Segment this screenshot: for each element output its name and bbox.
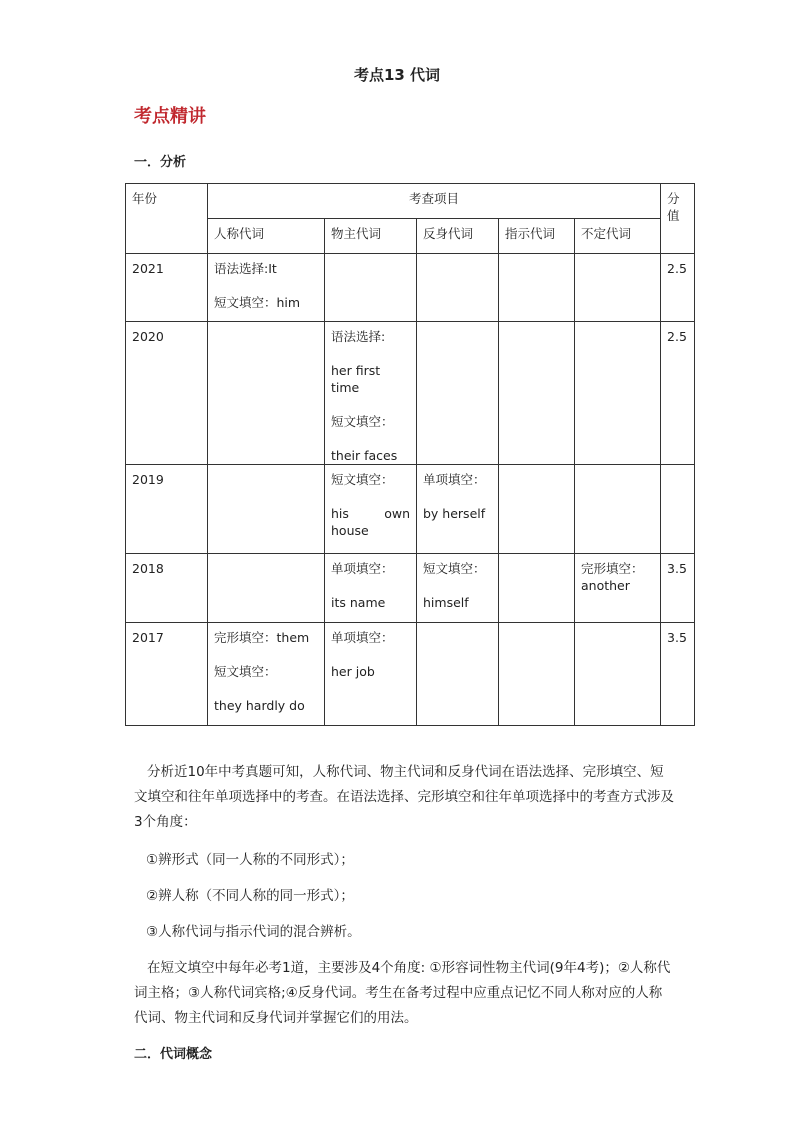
table-row: 2021 语法选择:It 短文填空：him 2.5 [126,254,695,322]
point-item: ①辨形式（同一人称的不同形式）； [146,852,354,868]
analysis-paragraph: 分析近10年中考真题可知，人称代词、物主代词和反身代词在语法选择、完形填空、短文填空和往年单项选择中的考查。在语法选择、完形填空和往年单项选择中的考查方式涉及3个角度： [134,764,674,830]
table-row: 2020 语法选择: her first time 短文填空： their faces 2.5 [126,322,695,465]
header-personal: 人称代词 [208,219,325,254]
header-indefinite: 不定代词 [575,219,661,254]
exam-table [125,183,695,726]
section-heading-concept: 二．代词概念 [134,1047,213,1062]
table-row: 2018 单项填空： its name 短文填空： himself 完形填空： another 3.5 [126,554,695,623]
header-items: 考查项目 [208,184,661,219]
header-year: 年份 [126,184,208,254]
header-reflexive: 反身代词 [417,219,499,254]
fill-blank-paragraph: 在短文填空中每年必考1道，主要涉及4个角度: ①形容词性物主代词(9年4考)；②人称代词主格；③人称代词宾格;④反身代词。考生在备考过程中应重点记忆不同人称对应的人称代词、物主代词和反身代词并掌握它们的用法。 [134,960,671,1026]
point-item: ②辨人称（不同人称的同一形式）； [146,888,354,904]
header-demonstrative: 指示代词 [499,219,575,254]
table-row: 2017 完形填空：them 短文填空： they hardly do 单项填空： her job 3.5 [126,623,695,726]
section-heading-red: 考点精讲 [134,106,206,127]
page-title: 考点13 代词 [353,66,441,84]
table-row: 2019 短文填空： his own house 单项填空： by herself [126,465,695,554]
header-possessive: 物主代词 [325,219,417,254]
section-heading-analysis: 一．分析 [134,155,187,170]
point-item: ③人称代词与指示代词的混合辨析。 [146,924,361,940]
header-score: 分值 [661,184,695,254]
